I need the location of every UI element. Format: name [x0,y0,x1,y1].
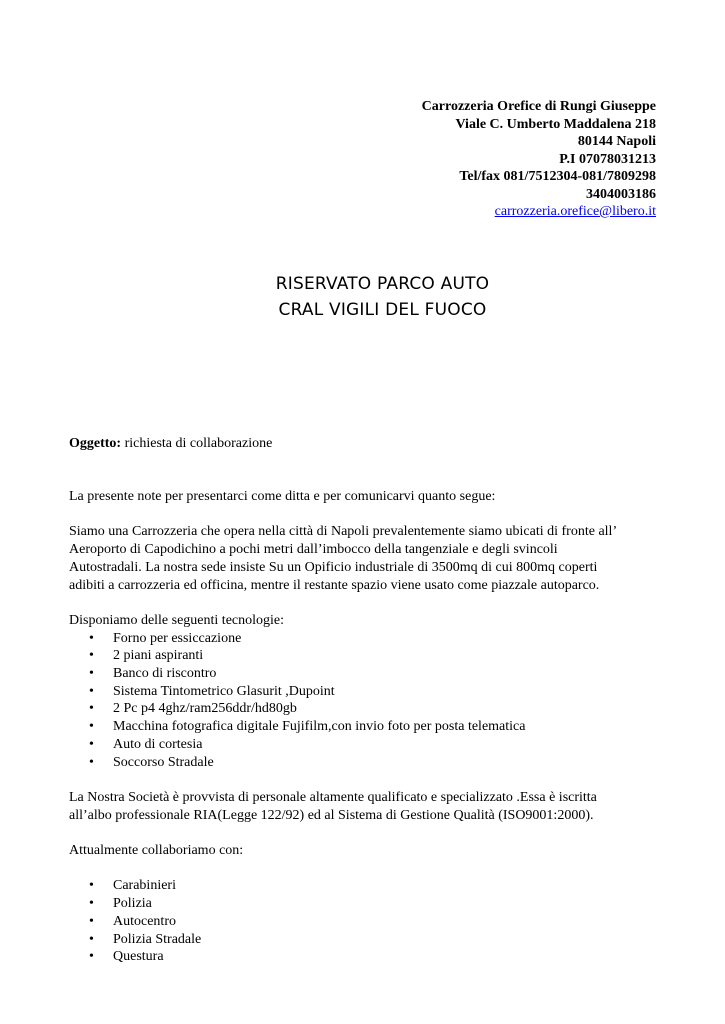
qualification-line: all’albo professionale RIA(Legge 122/92) ed al Sistema di Gestione Qualità (ISO9001:2000). [69,807,594,823]
list-item-text: Carabinieri [113,878,176,894]
qualification-line: La Nostra Società è provvista di personale altamente qualificato e specializzato .Essa è iscritta [69,789,597,805]
sender-vat: P.I 07078031213 [559,151,656,167]
list-item [69,877,669,895]
bullet-icon: • [89,719,94,735]
list-item [69,630,669,648]
description-line: Autostradali. La nostra sede insiste Su un Opificio industriale di 3500mq di cui 800mq coperti [69,559,598,575]
sender-city: 80144 Napoli [577,134,656,149]
list-item-text: Auto di cortesia [113,736,203,752]
subject-text: richiesta di collaborazione [121,436,273,451]
subject-label: Oggetto: [69,436,122,451]
list-item [69,895,669,913]
letter-body [69,435,669,966]
bullet-icon: • [89,913,94,929]
list-item-text: 2 Pc p4 4ghz/ram256ddr/hd80gb [113,701,297,717]
list-item [69,665,669,683]
list-item-text: 2 piani aspiranti [113,648,204,664]
sender-block [422,98,656,221]
list-item-text: Forno per essiccazione [113,630,242,646]
bullet-icon: • [89,630,94,646]
bullet-icon: • [89,701,94,717]
list-item-text: Macchina fotografica digitale Fujifilm,con invio foto per posta telematica [113,719,526,735]
description-line: Siamo una Carrozzeria che opera nella città di Napoli prevalentemente siamo ubicati di fronte all’ [69,524,618,540]
list-item [69,718,669,736]
list-item [69,948,669,966]
list-item-text: Sistema Tintometrico Glasurit ,Dupoint [113,683,335,699]
intro-paragraph: La presente note per presentarci come ditta e per comunicarvi quanto segue: [69,489,496,505]
bullet-icon: • [89,648,94,664]
list-item [69,700,669,718]
list-item-text: Autocentro [113,913,176,929]
sender-address: Viale C. Umberto Maddalena 218 [455,116,656,132]
description-line: adibiti a carrozzeria ed officina, mentre il restante spazio viene usato come piazzale autoparco. [69,577,600,593]
sender-email-link[interactable]: carrozzeria.orefice@libero.it [494,204,656,219]
list-item [69,931,669,949]
bullet-icon: • [89,683,94,699]
partners-list [69,877,669,966]
bullet-icon: • [89,736,94,752]
partners-intro: Attualmente collaboriamo con: [69,843,244,859]
description-line: Aeroporto di Capodichino a pochi metri dall’imbocco della tangenziale e degli svincoli [69,542,558,558]
technologies-list [69,630,669,772]
bullet-icon: • [89,949,94,965]
list-item [69,736,669,754]
bullet-icon: • [89,878,94,894]
heading-line-2: CRAL VIGILI DEL FUOCO [278,300,487,320]
sender-name: Carrozzeria Orefice di Rungi Giuseppe [421,99,656,114]
bullet-icon: • [89,896,94,912]
list-item-text: Polizia [113,896,152,912]
list-item [69,754,669,772]
letter-heading [0,271,725,323]
list-item-text: Soccorso Stradale [113,754,214,770]
technologies-intro: Disponiamo delle seguenti tecnologie: [69,612,285,628]
bullet-icon: • [89,754,94,770]
sender-mobile: 3404003186 [586,186,656,202]
list-item [69,913,669,931]
subject-line [69,435,669,453]
sender-telfax: Tel/fax 081/7512304-081/7809298 [459,169,656,184]
list-item-text: Polizia Stradale [113,931,202,947]
bullet-icon: • [89,666,94,682]
list-item [69,647,669,665]
heading-line-1: RISERVATO PARCO AUTO [275,274,490,294]
list-item-text: Questura [113,949,164,965]
list-item-text: Banco di riscontro [113,666,217,682]
list-item [69,683,669,701]
bullet-icon: • [89,931,94,947]
